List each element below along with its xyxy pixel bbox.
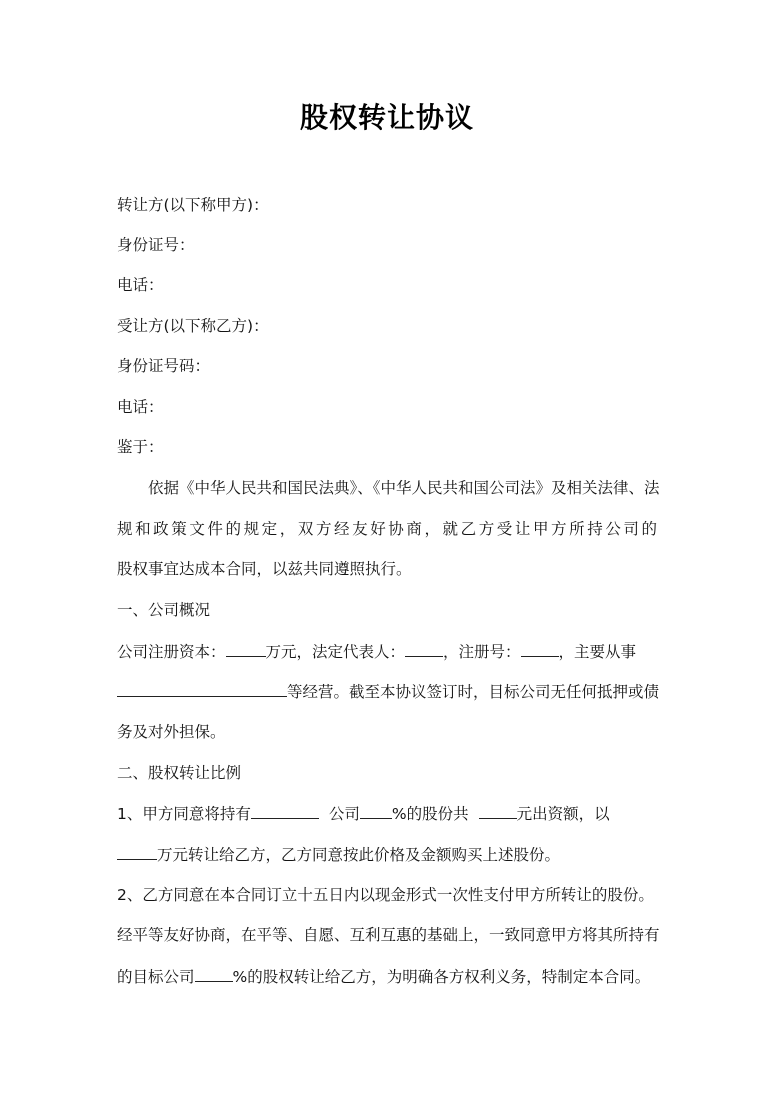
transfer-price-blank — [117, 843, 157, 860]
clause-2-text-b: %的股权转让给乙方，为明确各方权利义务，特制定本合同。 — [232, 968, 651, 986]
section-1-heading: 一、公司概况 — [117, 601, 211, 619]
equity-percent-blank — [195, 965, 233, 982]
company-name-blank — [251, 802, 319, 819]
clause-2-line-2: 经平等友好协商，在平等、自愿、互利互惠的基础上，一致同意甲方将其所持有 — [117, 926, 660, 944]
clause-1-text-a: 1、甲方同意将持有 — [117, 805, 251, 823]
whereas-label: 鉴于： — [117, 438, 164, 456]
company-overview-line-2 — [117, 680, 660, 703]
clause-1-text-c: %的股份共 — [391, 805, 469, 823]
section-2-heading: 二、股权转让比例 — [117, 764, 242, 782]
party-b-id-label: 身份证号码： — [117, 357, 211, 375]
document-title: 股权转让协议 — [299, 101, 474, 134]
clause-1-text-b: 公司 — [328, 805, 360, 823]
clause-1-line-2 — [117, 843, 657, 866]
registered-capital-label: 公司注册资本： — [117, 643, 226, 661]
legal-rep-label: 万元，法定代表人： — [265, 643, 406, 661]
party-b-name-label: 受让方(以下称乙方)： — [117, 317, 269, 335]
main-business-label: ，主要从事 — [558, 643, 637, 661]
reg-number-label: ，注册号： — [443, 643, 521, 661]
company-overview-line-1 — [117, 640, 657, 663]
registered-capital-blank — [226, 640, 266, 657]
party-a-name-label: 转让方(以下称甲方)： — [117, 196, 269, 214]
legal-rep-blank — [405, 640, 443, 657]
preamble-line-1: 依据《中华人民共和国民法典》、《中华人民共和国公司法》及相关法律、法 — [148, 479, 660, 497]
clause-2-line-1: 2、乙方同意在本合同订立十五日内以现金形式一次性支付甲方所转让的股份。 — [117, 886, 654, 904]
clause-1-text-e: 万元转让给乙方，乙方同意按此价格及金额购买上述股份。 — [157, 846, 561, 864]
business-scope-text: 等经营。截至本协议签订时，目标公司无任何抵押或债 — [287, 683, 660, 701]
main-business-blank — [117, 680, 287, 697]
share-percent-blank — [360, 802, 392, 819]
clause-2-line-3 — [117, 965, 657, 988]
clause-1-text-d: 元出资额，以 — [516, 805, 610, 823]
preamble-line-2: 规和政策文件的规定，双方经友好协商，就乙方受让甲方所持公司的 — [117, 520, 657, 538]
party-a-id-label: 身份证号： — [117, 236, 195, 254]
clause-2-text-a: 的目标公司 — [117, 968, 195, 986]
reg-number-blank — [521, 640, 559, 657]
company-overview-line-3: 务及对外担保。 — [117, 723, 226, 741]
party-a-phone-label: 电话： — [117, 276, 164, 294]
preamble-line-3: 股权事宜达成本合同，以兹共同遵照执行。 — [117, 560, 412, 578]
capital-amount-blank — [479, 802, 517, 819]
party-b-phone-label: 电话： — [117, 398, 164, 416]
clause-1-line-1 — [117, 802, 657, 825]
